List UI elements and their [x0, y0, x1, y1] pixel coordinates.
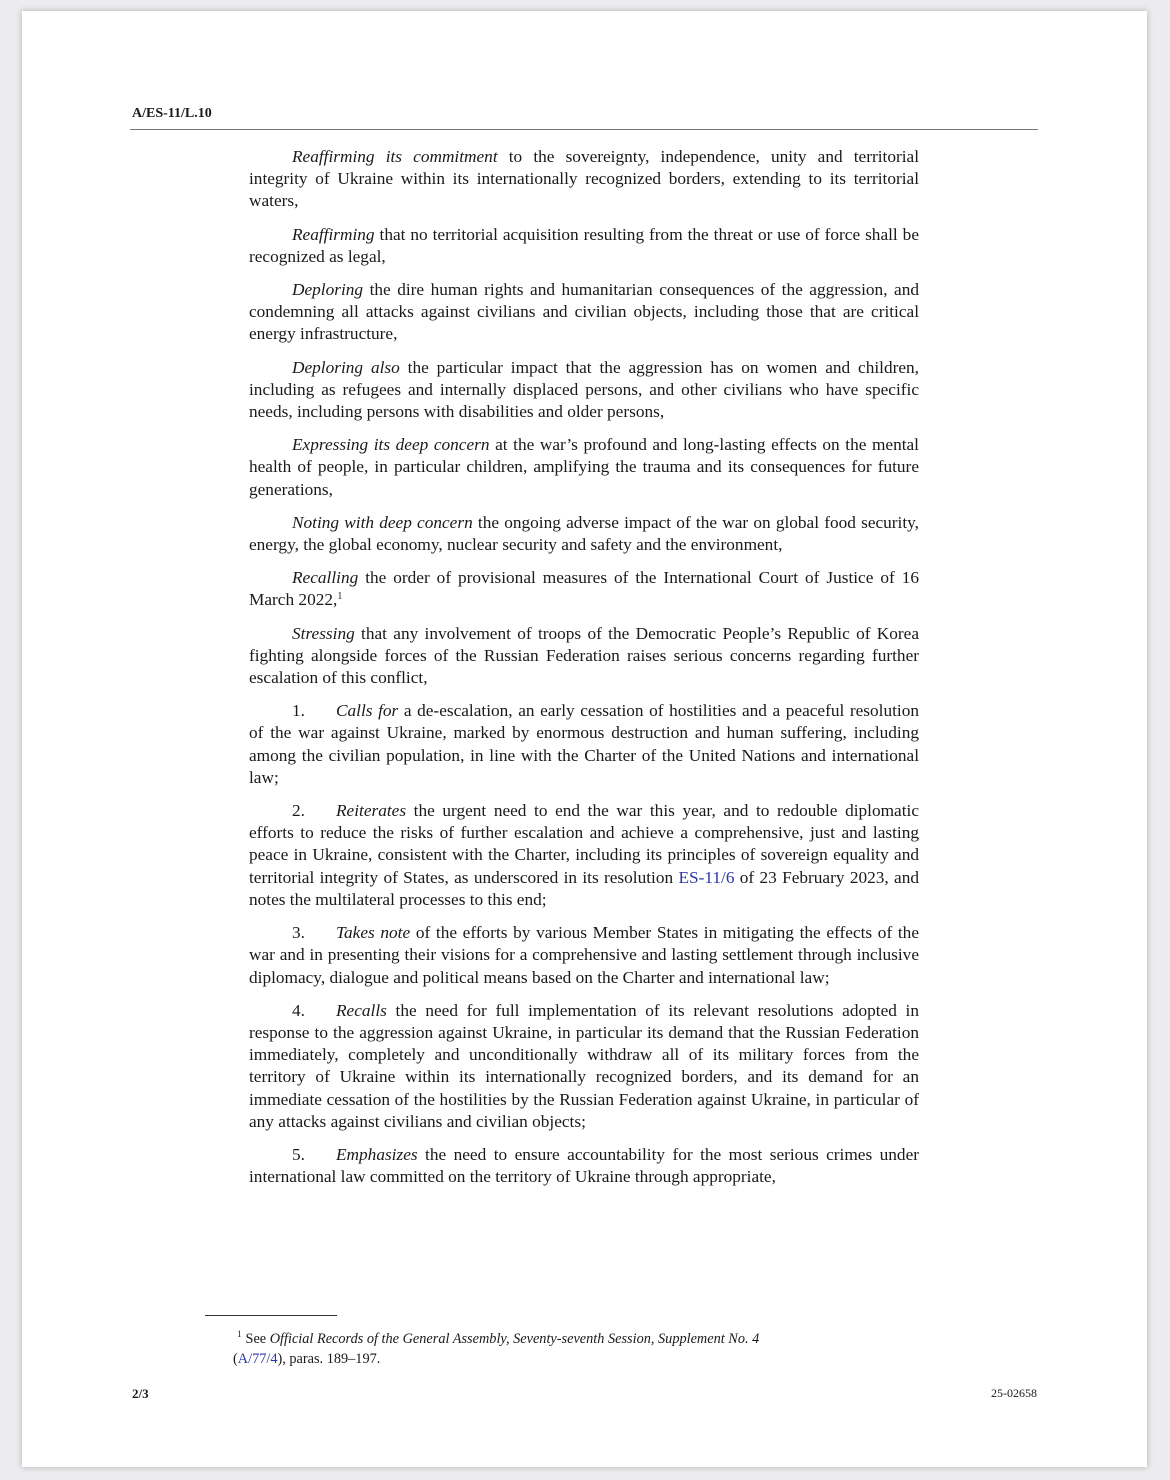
preamble-paragraph — [249, 357, 919, 424]
footnote-text: ), paras. 189–197. — [277, 1350, 381, 1367]
paragraph-lead: Noting with deep concern — [292, 512, 473, 532]
preamble-paragraph — [249, 623, 919, 690]
paragraph-lead: Calls for — [336, 701, 399, 721]
paragraph-text: that no territorial acquisition resulting from the threat or use of force shall be recognized as legal, — [249, 224, 919, 266]
footnote-rule — [205, 1315, 337, 1316]
paragraph-lead: Takes note — [336, 923, 411, 943]
preamble-paragraph — [249, 224, 919, 268]
footnote — [233, 1325, 917, 1369]
footnote-doc-link[interactable]: A/77/4 — [237, 1350, 278, 1367]
preamble-paragraph — [249, 434, 919, 501]
paragraph-number: 1. — [292, 701, 305, 721]
document-body — [249, 146, 919, 1199]
page-number: 2/3 — [132, 1386, 149, 1401]
header-rule — [130, 129, 1038, 130]
paragraph-text: of the efforts by various Member States in mitigating the effects of the war and in presenting their visions for a comprehensive and lasting settlement through inclusive diplomacy, dialogue and political means based on the Charter and international law; — [249, 923, 919, 987]
paragraph-text: the need for full implementation of its relevant resolutions adopted in response to the aggression against Ukraine, in particular its demand that the Russian Federation immediately, completely and unconditionally withdraw all of its military forces from the territory of Ukraine within its internationally recognized borders, and its demand for an immediate cessation of the hostilities by the Russian Federation against Ukraine, in particular of any attacks against civilians and civilian objects; — [249, 1000, 919, 1131]
footnote-text: ( — [233, 1350, 238, 1367]
operative-paragraph — [249, 1144, 919, 1188]
paragraph-text: at the war’s profound and long-lasting effects on the mental health of people, in particular children, amplifying the trauma and its consequences for future generations, — [249, 435, 919, 499]
operative-paragraph — [249, 1000, 919, 1133]
operative-paragraph — [249, 800, 919, 911]
preamble-paragraph — [249, 567, 919, 611]
document-page — [22, 11, 1147, 1467]
footnote-text: See — [245, 1331, 270, 1347]
paragraph-text: that any involvement of troops of the Democratic People’s Republic of Korea fighting alongside forces of the Russian Federation raises serious concerns regarding further escalation of this conflict, — [249, 623, 919, 688]
paragraph-number: 3. — [292, 923, 305, 943]
paragraph-lead: Reiterates — [336, 801, 407, 821]
paragraph-lead: Expressing its deep concern — [292, 435, 490, 455]
footnote-mark: 1 — [237, 1329, 242, 1339]
paragraph-lead: Emphasizes — [336, 1144, 418, 1164]
paragraph-lead: Recalling — [292, 568, 359, 588]
footnote-title: Official Records of the General Assembly, Seventy-seventh Session, Supplement No. 4 — [269, 1331, 760, 1347]
paragraph-text: the dire human rights and humanitarian consequences of the aggression, and condemning all attacks against civilians and civilian objects, including those that are critical energy infrastructure, — [249, 280, 919, 344]
preamble-paragraph — [249, 512, 919, 556]
paragraph-text: the urgent need to end the war this year, and to redouble diplomatic efforts to reduce the risks of further escalation and achieve a comprehensive, just and lasting peace in Ukraine, consistent with the Charter, including its principles of sovereign equality and territorial integrity of States, as underscored in its resolution — [249, 801, 919, 887]
paragraph-lead: Deploring — [292, 280, 364, 300]
paragraph-lead: Deploring also — [292, 357, 400, 377]
paragraph-text: a de-escalation, an early cessation of hostilities and a peaceful resolution of the war against Ukraine, marked by enormous destruction and human suffering, including among the civilian population, in line with the Charter of the United Nations and international law; — [249, 701, 919, 787]
paragraph-text: the need to ensure accountability for the most serious crimes under international law committed on the territory of Ukraine through appropriate, — [249, 1144, 919, 1187]
resolution-link[interactable]: ES-11/6 — [678, 867, 735, 887]
job-number: 25-02658 — [991, 1386, 1037, 1400]
paragraph-number: 2. — [292, 801, 305, 821]
paragraph-lead: Reaffirming — [292, 224, 375, 244]
paragraph-number: 5. — [292, 1144, 305, 1164]
paragraph-text: the particular impact that the aggression has on women and children, including as refugees and internally displaced persons, and other civilians who have specific needs, including persons with disabilities and older persons, — [249, 357, 919, 422]
paragraph-text: to the sovereignty, independence, unity and territorial integrity of Ukraine within its internationally recognized borders, extending to its territorial waters, — [249, 147, 919, 211]
preamble-paragraph — [249, 146, 919, 213]
paragraph-lead: Recalls — [336, 1000, 387, 1020]
paragraph-text: the ongoing adverse impact of the war on global food security, energy, the global economy, nuclear security and safety and the environment, — [249, 512, 919, 555]
operative-paragraph — [249, 922, 919, 989]
paragraph-lead: Reaffirming its commitment — [292, 147, 498, 166]
document-symbol: A/ES-11/L.10 — [132, 106, 212, 121]
operative-paragraph — [249, 700, 919, 789]
footnote-reference[interactable]: 1 — [337, 591, 343, 603]
paragraph-text: the order of provisional measures of the International Court of Justice of 16 March 2022, — [249, 568, 919, 610]
preamble-paragraph — [249, 279, 919, 346]
paragraph-text: of 23 February 2023, and notes the multilateral processes to this end; — [249, 867, 919, 909]
paragraph-number: 4. — [292, 1000, 305, 1020]
paragraph-lead: Stressing — [292, 623, 355, 643]
